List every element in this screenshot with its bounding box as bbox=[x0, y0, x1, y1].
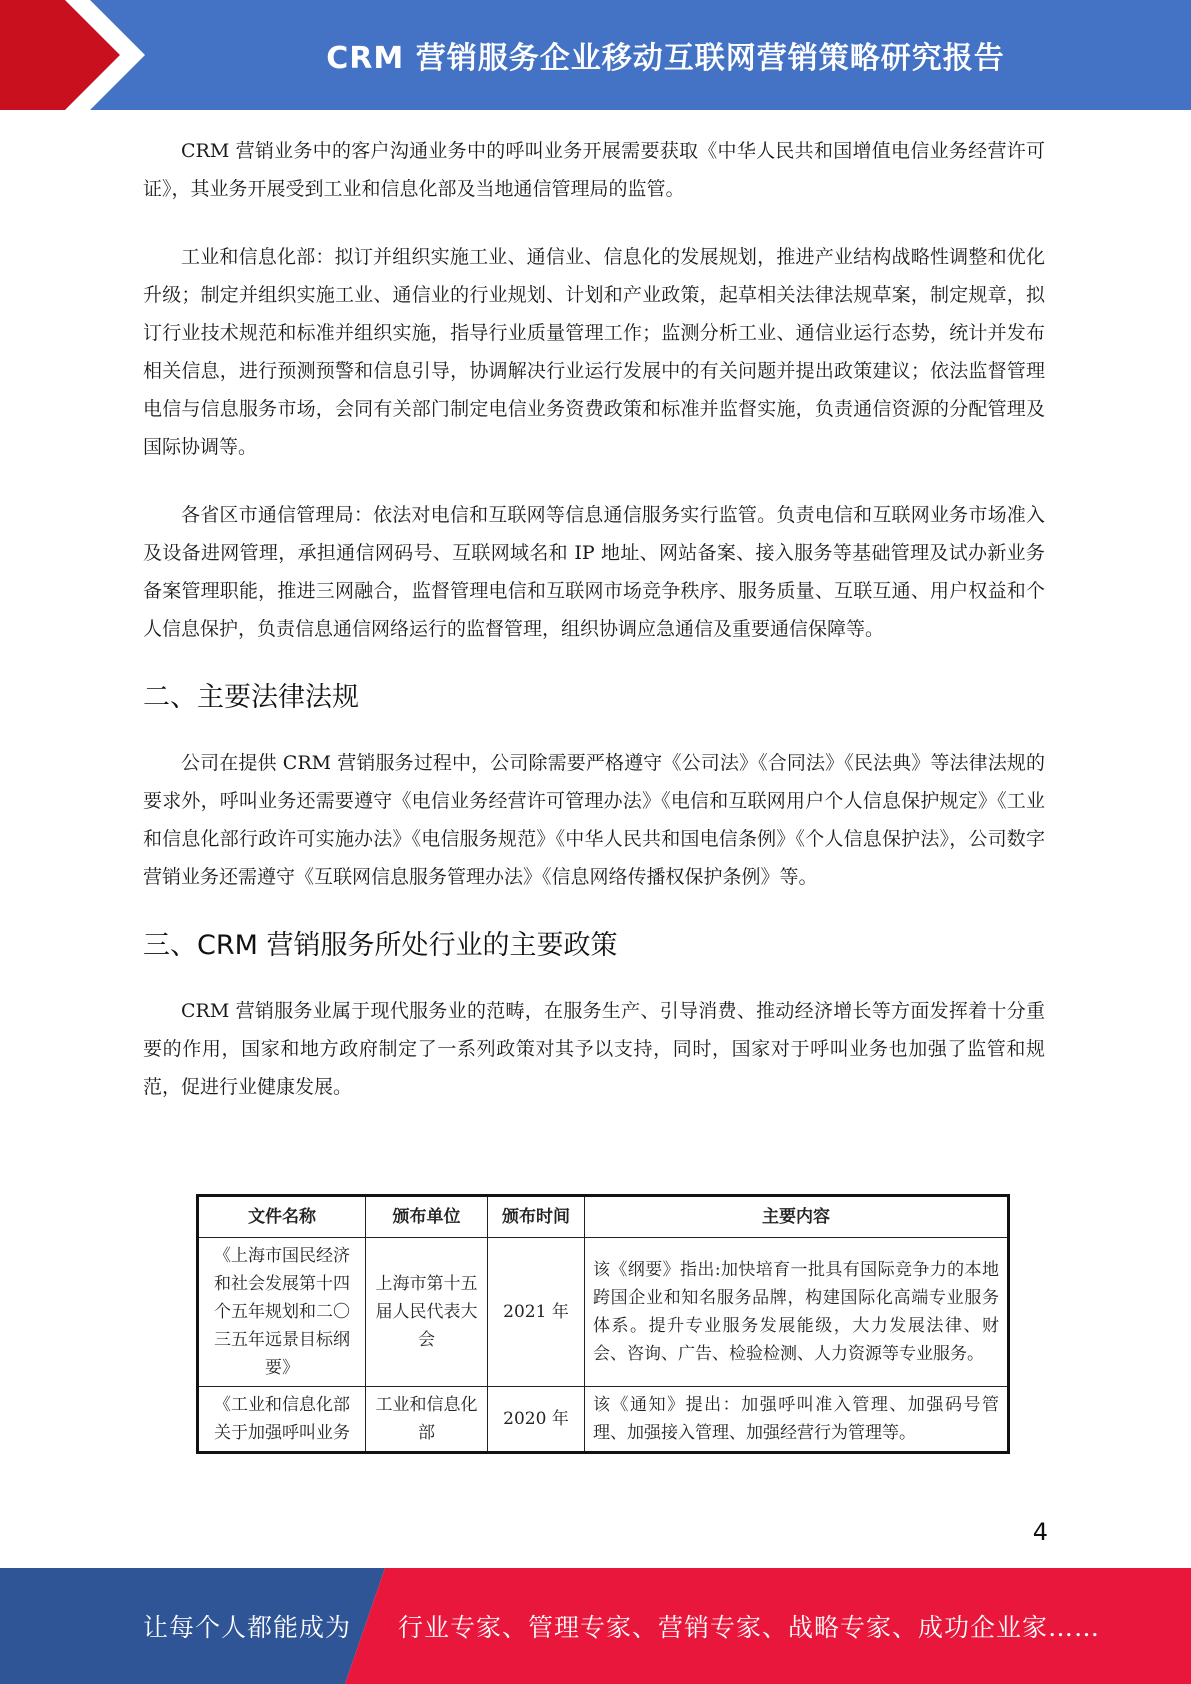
header-doc-name: 文件名称 bbox=[198, 1196, 366, 1238]
report-title: CRM 营销服务企业移动互联网营销策略研究报告 bbox=[326, 41, 1005, 76]
page-footer bbox=[0, 1568, 1191, 1684]
cell-issuer: 上海市第十五届人民代表大会 bbox=[366, 1238, 488, 1387]
intro-paragraph-1: CRM 营销业务中的客户沟通业务中的呼叫业务开展需要获取《中华人民共和国增值电信业务经营许可证》，其业务开展受到工业和信息化部及当地通信管理局的监管。 bbox=[143, 140, 1045, 200]
header-issuer: 颁布单位 bbox=[366, 1196, 488, 1238]
cell-doc-name: 《上海市国民经济和社会发展第十四个五年规划和二〇三五年远景目标纲要》 bbox=[198, 1238, 366, 1387]
table-row bbox=[198, 1238, 1009, 1387]
cell-issue-date: 2020 年 bbox=[488, 1387, 585, 1453]
section-title-laws: 二、主要法律法规 bbox=[143, 682, 359, 713]
cell-issue-date: 2021 年 bbox=[488, 1238, 585, 1387]
cell-main-content: 该《纲要》指出:加快培育一批具有国际竞争力的本地跨国企业和知名服务品牌，构建国际化高端专业服务体系。提升专业服务发展能级，大力发展法律、财会、咨询、广告、检验检测、人力资源等专业服务。 bbox=[585, 1238, 1009, 1387]
policy-table-container bbox=[196, 1194, 1010, 1454]
footer-slogan-right: 行业专家、管理专家、营销专家、战略专家、成功企业家…… bbox=[398, 1613, 1101, 1642]
section-title-policies: 三、CRM 营销服务所处行业的主要政策 bbox=[143, 930, 618, 961]
page-number: 4 bbox=[1032, 1518, 1048, 1546]
cell-issuer: 工业和信息化部 bbox=[366, 1387, 488, 1453]
cell-doc-name: 《工业和信息化部关于加强呼叫业务 bbox=[198, 1387, 366, 1453]
footer-slogan-left: 让每个人都能成为 bbox=[143, 1613, 352, 1642]
policy-table bbox=[196, 1194, 1010, 1454]
header-chevron-graphic bbox=[0, 0, 160, 110]
table-row bbox=[198, 1387, 1009, 1453]
header-issue-date: 颁布时间 bbox=[488, 1196, 585, 1238]
header-main-content: 主要内容 bbox=[585, 1196, 1009, 1238]
policies-paragraph: CRM 营销服务业属于现代服务业的范畴，在服务生产、引导消费、推动经济增长等方面发挥着十分重要的作用，国家和地方政府制定了一系列政策对其予以支持，同时，国家对于呼叫业务也加强了监管和规范，促进行业健康发展。 bbox=[143, 1000, 1045, 1098]
page-header bbox=[0, 0, 1191, 110]
table-header-row bbox=[198, 1196, 1009, 1238]
laws-paragraph: 公司在提供 CRM 营销服务过程中，公司除需要严格遵守《公司法》《合同法》《民法典》等法律法规的要求外，呼叫业务还需要遵守《电信业务经营许可管理办法》《电信和互联网用户个人信息保护规定》《工业和信息化部行政许可实施办法》《电信服务规范》《中华人民共和国电信条例》《个人信息保护法》，公司数字营销业务还需遵守《互联网信息服务管理办法》《信息网络传播权保护条例》等。 bbox=[143, 752, 1045, 888]
document-body bbox=[143, 132, 1045, 1136]
intro-paragraph-2: 工业和信息化部：拟订并组织实施工业、通信业、信息化的发展规划，推进产业结构战略性调整和优化升级；制定并组织实施工业、通信业的行业规划、计划和产业政策，起草相关法律法规草案，制定规章，拟订行业技术规范和标准并组织实施，指导行业质量管理工作；监测分析工业、通信业运行态势，统计并发布相关信息，进行预测预警和信息引导，协调解决行业运行发展中的有关问题并提出政策建议；依法监督管理电信与信息服务市场，会同有关部门制定电信业务资费政策和标准并监督实施，负责通信资源的分配管理及国际协调等。 bbox=[143, 246, 1045, 458]
cell-main-content: 该《通知》提出：加强呼叫准入管理、加强码号管理、加强接入管理、加强经营行为管理等。 bbox=[585, 1387, 1009, 1453]
intro-paragraph-3: 各省区市通信管理局：依法对电信和互联网等信息通信服务实行监管。负责电信和互联网业务市场准入及设备进网管理，承担通信网码号、互联网域名和 IP 地址、网站备案、接入服务等基础管理及试办新业务备案管理职能，推进三网融合，监督管理电信和互联网市场竞争秩序、服务质量、互联互通、用户权益和个人信息保护，负责信息通信网络运行的监督管理，组织协调应急通信及重要通信保障等。 bbox=[143, 504, 1045, 640]
